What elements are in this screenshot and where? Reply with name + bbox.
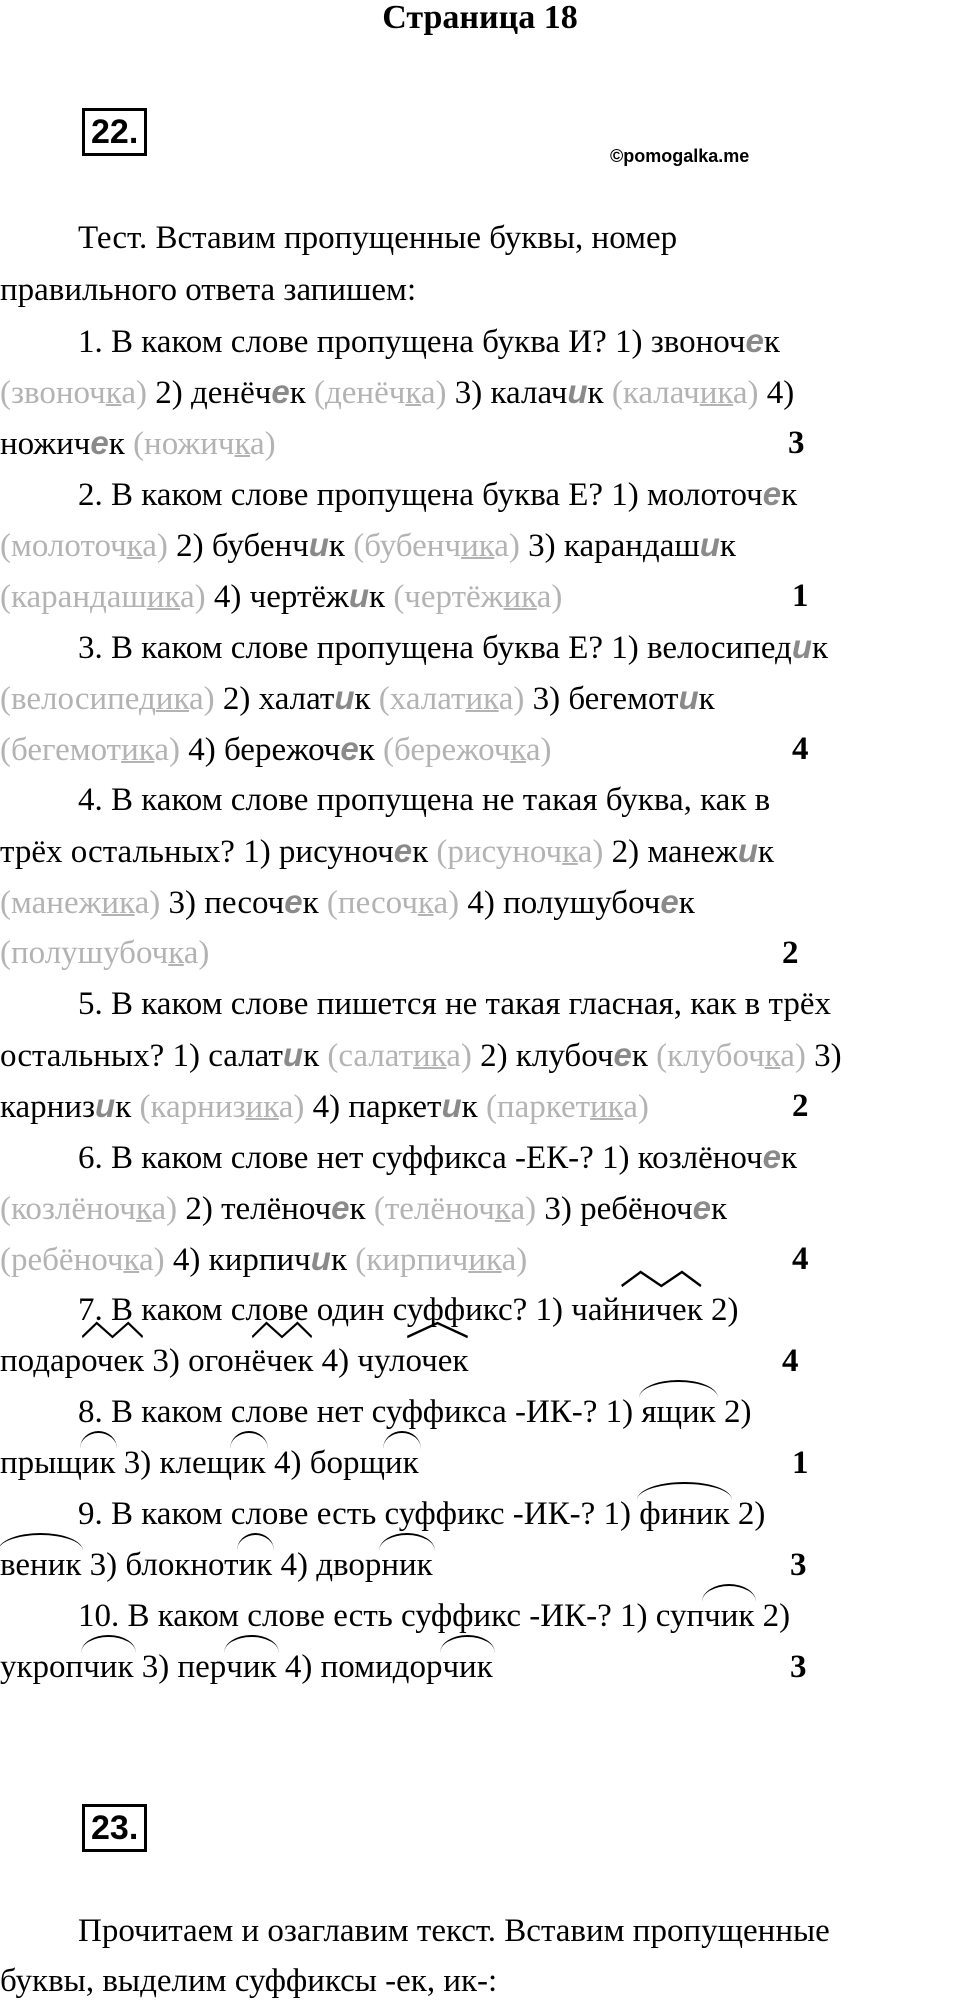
root-arc: финик bbox=[639, 1488, 729, 1540]
question-4-line: 4. В каком слове пропущена не такая буква, как в bbox=[78, 782, 771, 818]
question-3-line: 3. В каком слове пропущена буква Е? 1) велосипедик bbox=[78, 628, 829, 666]
answer-9: 3 bbox=[790, 1547, 807, 1583]
suffix-arc: чик bbox=[226, 1641, 276, 1693]
question-2-line: (карандашика) 4) чертёжик (чертёжика) bbox=[0, 577, 563, 615]
exercise-intro-line: правильного ответа запишем: bbox=[0, 272, 417, 308]
question-7-line: 7. В каком слове один суффикс? 1) чай ничек 2) bbox=[78, 1284, 960, 1336]
answer-10: 3 bbox=[790, 1649, 807, 1685]
suffix-arc: ник bbox=[381, 1539, 432, 1591]
question-10-line: укропчик 3) перчик 4) помидорчик bbox=[0, 1641, 960, 1693]
double-suffix-mark bbox=[406, 1321, 469, 1339]
question-8-line: 8. В каком слове нет суффикса -ИК-? 1) ящик 2) bbox=[78, 1386, 960, 1438]
exercise-number: 23. bbox=[82, 1804, 147, 1852]
question-2-line: (молоточка) 2) бубенчик (бубенчика) 3) карандашик bbox=[0, 526, 736, 564]
question-7-line: подар очек 3) огон ёчек 4) чул очек bbox=[0, 1335, 960, 1387]
question-4-line: (полушубочка) bbox=[0, 935, 210, 971]
exercise-intro-line: Тест. Вставим пропущенные буквы, номер bbox=[78, 220, 678, 256]
double-suffix-mark bbox=[81, 1321, 144, 1339]
question-1-line: 1. В каком слове пропущена буква И? 1) звоночек bbox=[78, 322, 780, 360]
answer-3: 4 bbox=[792, 731, 809, 767]
question-4-line: трёх остальных? 1) рисуночек (рисуночка) 2) манежик bbox=[0, 832, 774, 870]
question-8-line: прыщик 3) клещик 4) борщик bbox=[0, 1437, 960, 1489]
suffix-arc: чик bbox=[704, 1590, 754, 1642]
answer-2: 1 bbox=[792, 578, 809, 614]
question-5-line: карнизик (карнизика) 4) паркетик (паркетика) bbox=[0, 1087, 649, 1125]
exercise-number: 22. bbox=[82, 108, 147, 156]
answer-4: 2 bbox=[782, 935, 799, 971]
watermark: ©pomogalka.me bbox=[610, 146, 750, 166]
double-suffix-mark bbox=[620, 1270, 703, 1288]
page-title: Страница 18 bbox=[382, 0, 578, 36]
double-suffix-mark bbox=[251, 1321, 313, 1339]
question-1-line: ножичек (ножичка) bbox=[0, 424, 276, 462]
question-3-line: (бегемотика) 4) бережочек (бережочка) bbox=[0, 730, 552, 768]
answer-6: 4 bbox=[792, 1241, 809, 1277]
root-arc: ящик bbox=[641, 1386, 715, 1438]
suffix-arc: чик bbox=[442, 1641, 492, 1693]
suffix-arc: ик bbox=[239, 1539, 273, 1591]
answer-5: 2 bbox=[792, 1088, 809, 1124]
question-4-line: (манежика) 3) песочек (песочка) 4) полушубочек bbox=[0, 883, 695, 921]
suffix-arc: чик bbox=[83, 1641, 133, 1693]
question-5-line: остальных? 1) салатик (салатика) 2) клубочек (клубочка) 3) bbox=[0, 1036, 842, 1074]
suffix-arc: ик bbox=[385, 1437, 419, 1489]
question-5-line: 5. В каком слове пишется не такая гласная, как в трёх bbox=[78, 986, 831, 1022]
question-3-line: (велосипедика) 2) халатик (халатика) 3) бегемотик bbox=[0, 679, 715, 717]
suffix-arc: ик bbox=[232, 1437, 266, 1489]
answer-8: 1 bbox=[792, 1445, 809, 1481]
root-arc: веник bbox=[0, 1539, 81, 1591]
question-6-line: (ребёночка) 4) кирпичик (кирпичика) bbox=[0, 1240, 528, 1278]
question-2-line: 2. В каком слове пропущена буква Е? 1) молоточек bbox=[78, 475, 798, 513]
exercise-intro-line: Прочитаем и озаглавим текст. Вставим пропущенные bbox=[78, 1913, 830, 1949]
exercise-intro-line: буквы, выделим суффиксы -ек, ик-: bbox=[0, 1963, 498, 1999]
question-1-line: (звоночка) 2) денёчек (денёчка) 3) калачик (калачика) 4) bbox=[0, 373, 795, 411]
question-9-line: 9. В каком слове есть суффикс -ИК-? 1) финик 2) bbox=[78, 1488, 960, 1540]
answer-7: 4 bbox=[782, 1343, 799, 1379]
suffix-arc: ик bbox=[82, 1437, 116, 1489]
question-9-line: веник 3) блокнотик 4) дворник bbox=[0, 1539, 960, 1591]
answer-1: 3 bbox=[788, 425, 805, 461]
question-10-line: 10. В каком слове есть суффикс -ИК-? 1) супчик 2) bbox=[78, 1590, 960, 1642]
question-6-line: 6. В каком слове нет суффикса -ЕК-? 1) козлёночек bbox=[78, 1138, 798, 1176]
question-6-line: (козлёночка) 2) телёночек (телёночка) 3) ребёночек bbox=[0, 1189, 727, 1227]
